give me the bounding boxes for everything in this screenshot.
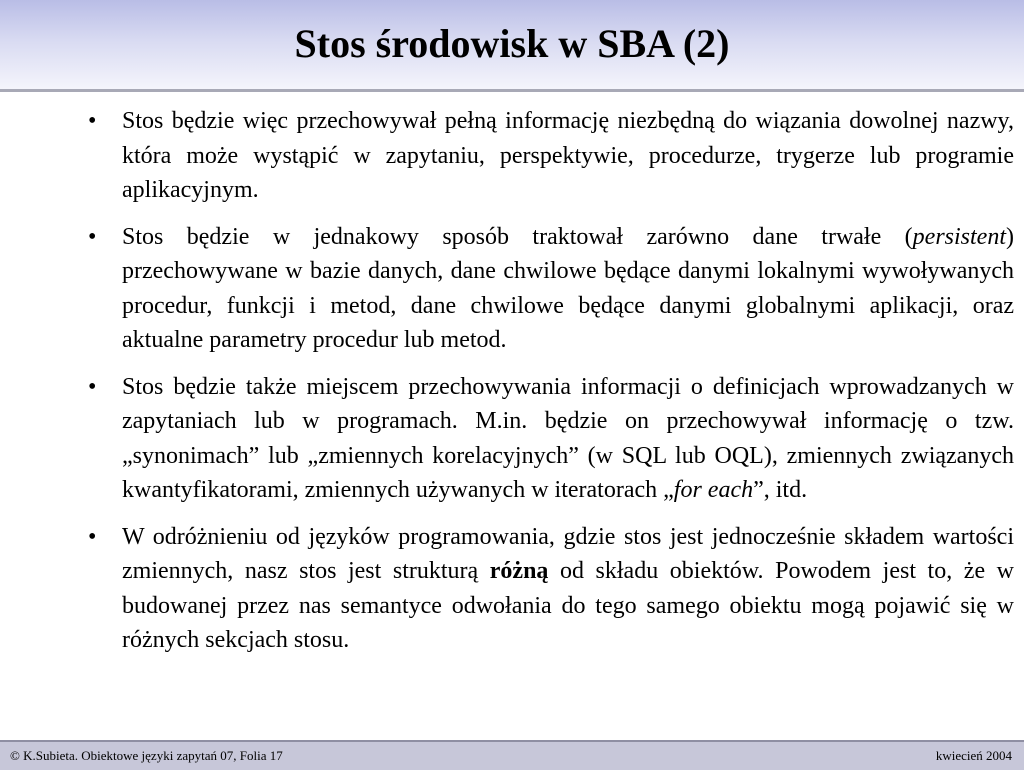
bullet-item <box>80 520 1014 658</box>
bullet-item <box>80 104 1014 208</box>
footer-date: kwiecień 2004 <box>935 748 1012 763</box>
bullet-text-italic: persistent <box>912 223 1006 250</box>
bullet-text: ”, itd. <box>753 477 808 503</box>
bullet-dot-icon: • <box>88 108 97 134</box>
bullet-dot-icon: • <box>88 523 97 550</box>
footer-copyright: © K.Subieta. Obiektowe języki zapytań 07, Folia 17 <box>10 748 283 763</box>
slide-title: Stos środowisk w SBA (2) <box>294 21 730 66</box>
bullet-text: Stos będzie także miejscem przechowywania informacji o definicjach wprowadzanych w zapytaniach lub w programach. M.in. będzie on przechowywał informację o tzw. „synonimach” lub „zmiennych korelacyjnych” (w SQL lub OQL), zmiennych związanych kwantyfikatorami, zmiennych używanych w iteratorach „ <box>122 373 1014 503</box>
footer-bar <box>0 740 1024 770</box>
slide-content <box>80 104 1014 670</box>
bullet-list <box>80 104 1014 658</box>
bullet-text-bold: różną <box>489 558 549 584</box>
bullet-text: od składu obiektów. Powodem jest to, że w budowanej przez nas semantyce odwołania do tego samego obiektu mogą pojawić się w różnych sekcjach stosu. <box>122 558 1014 653</box>
bullet-text-italic: for each <box>673 477 754 503</box>
bullet-text: ) przechowywane w bazie danych, dane chwilowe będące danymi lokalnymi wywoływanych procedur, funkcji i metod, dane chwilowe będące danymi globalnymi aplikacji, oraz aktualne parametry procedur lub metod. <box>122 223 1014 353</box>
bullet-text: Stos będzie więc przechowywał pełną informację niezbędną do wiązania dowolnej nazwy, która może wystąpić w zapytaniu, perspektywie, procedurze, trygerze lub programie aplikacyjnym. <box>122 108 1014 203</box>
bullet-text: W odróżnieniu od języków programowania, gdzie stos jest jednocześnie składem wartości zmiennych, nasz stos jest strukturą <box>122 523 1014 584</box>
bullet-item <box>80 370 1014 508</box>
bullet-text: Stos będzie w jednakowy sposób traktował zarówno dane trwałe ( <box>122 223 913 250</box>
bullet-dot-icon: • <box>88 373 97 400</box>
bullet-dot-icon: • <box>88 223 97 250</box>
bullet-item <box>80 220 1014 358</box>
